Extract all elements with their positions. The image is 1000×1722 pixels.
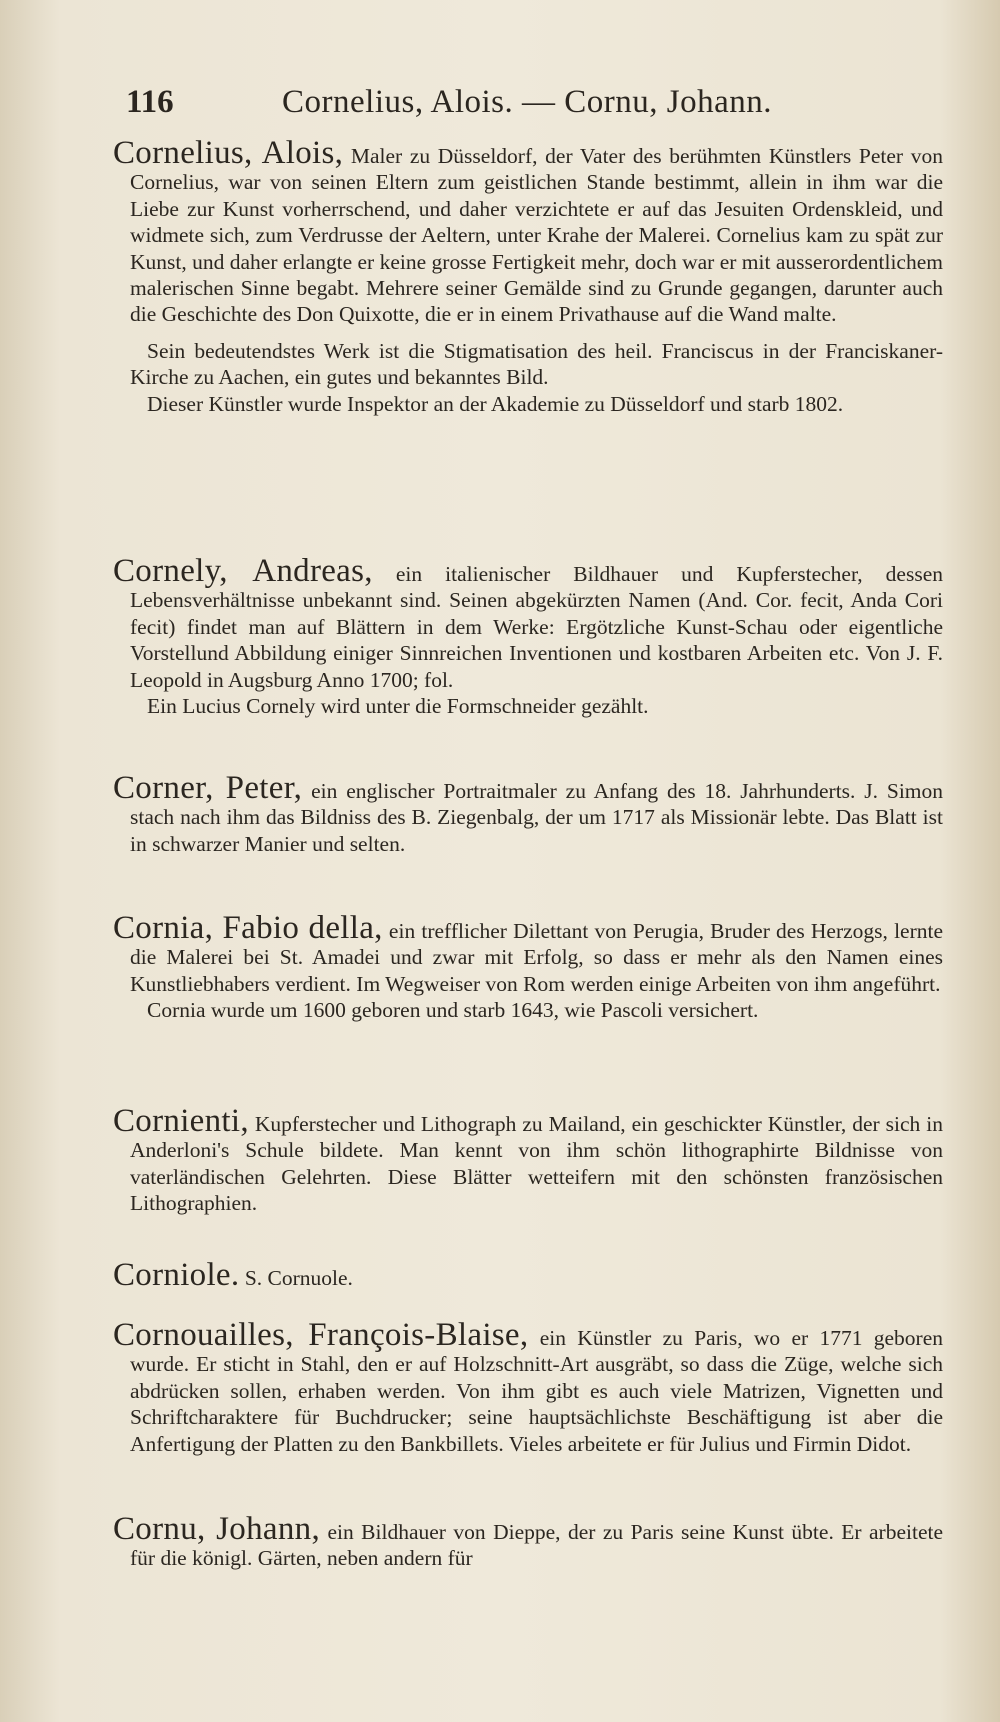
entry-headword: Cornouailles, François-Blaise, — [113, 1317, 529, 1353]
entry-text: ein Künstler zu Paris, wo er 1771 geboren wurde. Er sticht in Stahl, den er auf Holzschnitt-Art ausgräbt, so dass die Züge, welche sich abdrücken sollen, erhaben werden. Von ihm gibt es auch viele Matrizen, Vignetten und Schriftcharaktere für Buchdrucker; seine hauptsächlichste Beschäftigung ist aber die Anfertigung der Platten zu den Bankbillets. Vieles arbeitete er für Julius und Firmin Didot. — [130, 1326, 944, 1456]
entry-paragraph: Ein Lucius Cornely wird unter die Formschneider gezählt. — [147, 694, 649, 719]
entry-paragraph: Sein bedeutendstes Werk ist die Stigmatisation des heil. Franciscus in der Franciskaner-Kirche zu Aachen, ein gutes und bekanntes Bild. — [130, 338, 943, 390]
entry-headword: Corniole. — [113, 1257, 240, 1293]
entry-headword: Cornienti, — [113, 1103, 249, 1139]
entry-cornouailles — [113, 1317, 944, 1457]
entry-paragraph: Cornia wurde um 1600 geboren und starb 1643, wie Pascoli versichert. — [147, 998, 759, 1023]
entry-text: ein Bildhauer von Dieppe, der zu Paris seine Kunst übte. Er arbeitete für die königl. Gärten, neben andern für — [130, 1520, 943, 1571]
entry-headword: Cornelius, Alois, — [113, 135, 344, 171]
entry-headword: Cornely, Andreas, — [113, 553, 373, 589]
entry-paragraph: Dieser Künstler wurde Inspektor an der Akademie zu Düsseldorf und starb 1802. — [147, 391, 844, 416]
entry-headword: Cornia, Fabio della, — [113, 910, 383, 946]
entry-text: ein italienischer Bildhauer und Kupferstecher, dessen Lebensverhältnisse unbekannt sind. Seinen abgekürzten Namen (And. Cor. fecit, Anda Cori fecit) findet man auf Blättern in dem Werke: Ergötzliche Kunst-Schau oder eigentliche Vorstellund Abbildung einiger Sinnreichen Inventionen und kostbaren Arbeiten etc. Von J. F. Leopold in Augsburg Anno 1700; fol. — [130, 562, 944, 692]
page-header — [126, 84, 886, 124]
page-number: 116 — [126, 84, 174, 120]
entry-text: Kupferstecher und Lithograph zu Mailand, ein geschickter Künstler, der sich in Anderloni's Schule bildete. Man kennt von ihm schön lithographirte Bildnisse von vaterländischen Gelehrten. Diese Blätter wetteifern mit den schönsten französischen Lithographien. — [130, 1112, 943, 1216]
running-title: Cornelius, Alois. — Cornu, Johann. — [282, 84, 773, 120]
entry-corner-peter — [113, 770, 944, 857]
entry-corniole — [113, 1257, 943, 1293]
entry-text: S. Cornuole. — [244, 1266, 353, 1290]
entry-text: ein englischer Portraitmaler zu Anfang des 18. Jahrhunderts. J. Simon stach nach ihm das Bildniss des B. Ziegenbalg, der um 1717 als Missionär lebte. Das Blatt ist in schwarzer Manier und selten. — [130, 779, 944, 856]
entry-cornienti — [113, 1103, 943, 1217]
entry-cornu-johann — [113, 1511, 943, 1572]
entry-cornia-fabio — [113, 910, 944, 1024]
entry-text: Maler zu Düsseldorf, der Vater des berühmten Künstlers Peter von Cornelius, war von seinen Eltern zum geistlichen Stande bestimmt, allein in ihm war die Liebe zur Kunst vorherrschend, und daher verzichtete er auf das Jesuiten Ordenskleid, und widmete sich, zum Verdrusse der Aeltern, unter Krahe der Malerei. Cornelius kam zu spät zur Kunst, und daher erlangte er keine grosse Fertigkeit mehr, doch war er mit ausserordentlichem malerischen Sinne begabt. Mehrere seiner Gemälde sind zu Grunde gegangen, darunter auch die Geschichte des Don Quixotte, die er in einem Privathause auf die Wand malte. — [130, 144, 943, 327]
entry-cornelius-alois — [113, 135, 943, 417]
entry-headword: Cornu, Johann, — [113, 1511, 321, 1547]
entry-headword: Corner, Peter, — [113, 770, 303, 806]
entry-text: ein trefflicher Dilettant von Perugia, Bruder des Herzogs, lernte die Malerei bei St. Amadei und zwar mit Erfolg, so dass er mehr als den Namen eines Kunstliebhabers verdient. Im Wegweiser von Rom werden einige Arbeiten von ihm angeführt. — [130, 919, 944, 996]
entry-cornely-andreas — [113, 553, 944, 719]
